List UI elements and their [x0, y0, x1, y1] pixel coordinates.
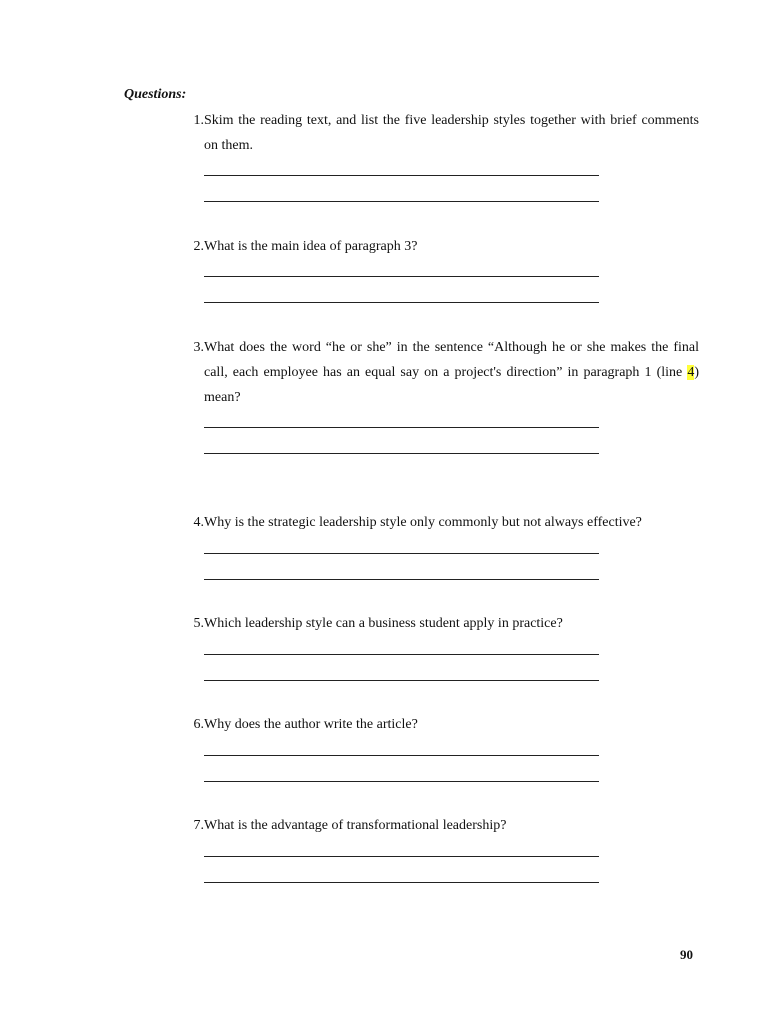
answer-line[interactable] — [204, 276, 599, 277]
question-text — [204, 335, 699, 410]
answer-line[interactable] — [204, 781, 599, 782]
question-text: Skim the reading text, and list the five leadership styles together with brief comments on them. — [204, 113, 699, 153]
question-text: Which leadership style can a business student apply in practice? — [204, 616, 563, 631]
answer-line[interactable] — [204, 579, 599, 580]
question-number: 1. — [193, 113, 204, 128]
question-3 — [170, 335, 700, 410]
answer-line[interactable] — [204, 453, 599, 454]
answer-line[interactable] — [204, 553, 599, 554]
page-number: 90 — [680, 947, 693, 962]
question-text: Why is the strategic leadership style only commonly but not always effective? — [204, 515, 642, 530]
answer-line[interactable] — [204, 302, 599, 303]
question-number: 3. — [193, 340, 204, 355]
answer-line[interactable] — [204, 201, 599, 202]
question-4 — [170, 510, 700, 535]
page-heading: Questions: — [124, 87, 187, 102]
question-number: 6. — [193, 717, 204, 732]
question-text: What is the main idea of paragraph 3? — [204, 239, 418, 254]
question-6 — [170, 712, 700, 737]
question-7 — [170, 813, 700, 838]
question-text-part: What does the word “he or she” in the sentence “Although he or she makes the final call, each employee has an equal say on a project's direction” in paragraph 1 (line — [204, 340, 699, 380]
answer-line[interactable] — [204, 755, 599, 756]
highlighted-line-number: 4 — [687, 365, 695, 380]
question-5 — [170, 611, 700, 636]
answer-line[interactable] — [204, 175, 599, 176]
answer-line[interactable] — [204, 882, 599, 883]
question-number: 7. — [193, 818, 204, 833]
answer-line[interactable] — [204, 856, 599, 857]
question-1 — [170, 108, 700, 158]
question-text-part: ) mean? — [204, 365, 699, 405]
answer-line[interactable] — [204, 654, 599, 655]
question-number: 5. — [193, 616, 204, 631]
answer-line[interactable] — [204, 680, 599, 681]
answer-line[interactable] — [204, 427, 599, 428]
question-number: 2. — [193, 239, 204, 254]
question-number: 4. — [193, 515, 204, 530]
question-text: What is the advantage of transformational leadership? — [204, 818, 507, 833]
question-2 — [170, 234, 700, 259]
question-text: Why does the author write the article? — [204, 717, 418, 732]
